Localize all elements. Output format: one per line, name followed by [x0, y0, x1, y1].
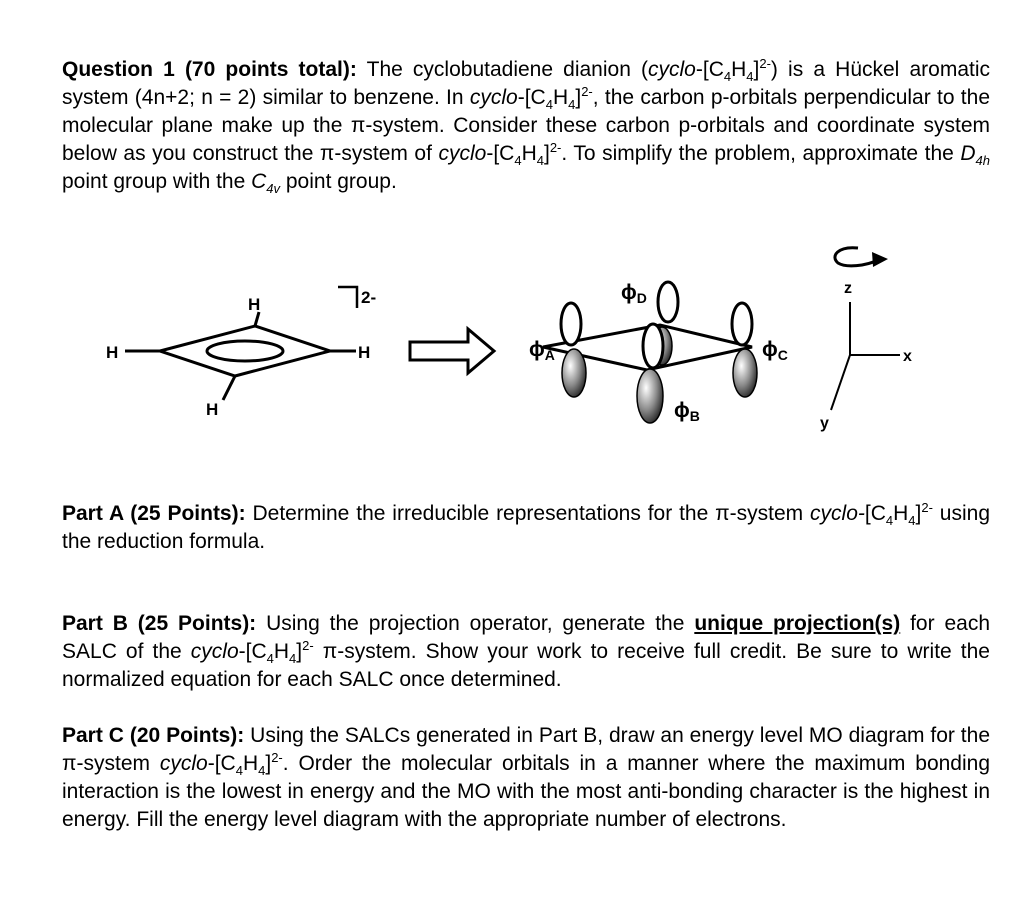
part-a-text: Part A (25 Points): Determine the irreducible representations for the π-system cyclo-$[C_4H_4]^{2-}$ using the reduction formula. [62, 500, 991, 553]
atom-h-bottom: H [206, 400, 219, 419]
charge-bracket [338, 287, 357, 308]
part-b-heading: Part B (25 Points): [62, 612, 257, 635]
question-1-heading: Question 1 (70 points total): [62, 58, 357, 81]
atom-h-top: H [248, 295, 261, 314]
p-orbital-diagram [543, 282, 757, 423]
part-a-heading: Part A (25 Points): [62, 502, 246, 525]
phi-d-label: ϕD [621, 281, 647, 306]
p-orbital-a [561, 303, 586, 397]
unique-projections-emphasis: unique projection(s) [694, 612, 901, 635]
y-axis [831, 355, 850, 410]
part-b-text: Part B (25 Points): Using the projection operator, generate the unique projection(s) for each SALC of the cyclo-$[C_4H_4]^{2-}$ π-system. Show your work to receive full credit. Be sure to write the normalized equation for each SALC once determined. [62, 612, 991, 691]
part-c-text: Part C (20 Points): Using the SALCs generated in Part B, draw an energy level MO diagram for the π-system cyclo-$[C_4H_4]^{2-}$. Order the molecular orbitals in a manner where the maximum bonding interaction is the lowest in energy and the MO with the most anti-bonding character is the highest in energy. Fill the energy level diagram with the appropriate number of electrons. [62, 724, 991, 831]
phi-c-label: ϕC [762, 338, 788, 363]
rotation-arrow-icon [835, 248, 878, 266]
phi-a-label: ϕA [529, 338, 555, 363]
rotation-arrowhead-icon [872, 252, 888, 267]
coordinate-axes [831, 302, 900, 410]
bond-top [255, 312, 259, 326]
p-orbital-b [637, 324, 663, 423]
part-c-heading: Part C (20 Points): [62, 724, 245, 747]
axis-y-label: y [820, 415, 829, 432]
cyclobutadiene-figure [0, 230, 1024, 470]
ring-outline [160, 326, 330, 376]
axis-x-label: x [903, 348, 912, 365]
atom-h-left: H [106, 343, 119, 362]
atom-h-right: H [358, 343, 371, 362]
aromatic-ring-circle [207, 341, 283, 361]
axis-z-label: z [844, 280, 852, 297]
charge-label: 2- [361, 288, 377, 307]
question-1-text: Question 1 (70 points total): The cyclobutadiene dianion $(cyclo-[C_4H_4]^{2-})$ is a Hückel aromatic system (4n+2; n = 2) similar to benzene. In cyclo-$[C_4H_4]^{2-}$, the carbon p-orbitals perpendicular to the molecular plane make up the π-system. Consider these carbon p-orbitals and coordinate system below as you construct the π-system of cyclo-$[C_4H_4]^{2-}$. To simplify the problem, approximate the $D_{4h}$ point group with the $C_{4v}$ point group. [62, 56, 990, 197]
reaction-arrow [410, 329, 494, 373]
cyclobutadiene-molecule [125, 312, 356, 400]
bond-bottom [223, 376, 235, 400]
phi-b-label: ϕB [674, 399, 700, 424]
